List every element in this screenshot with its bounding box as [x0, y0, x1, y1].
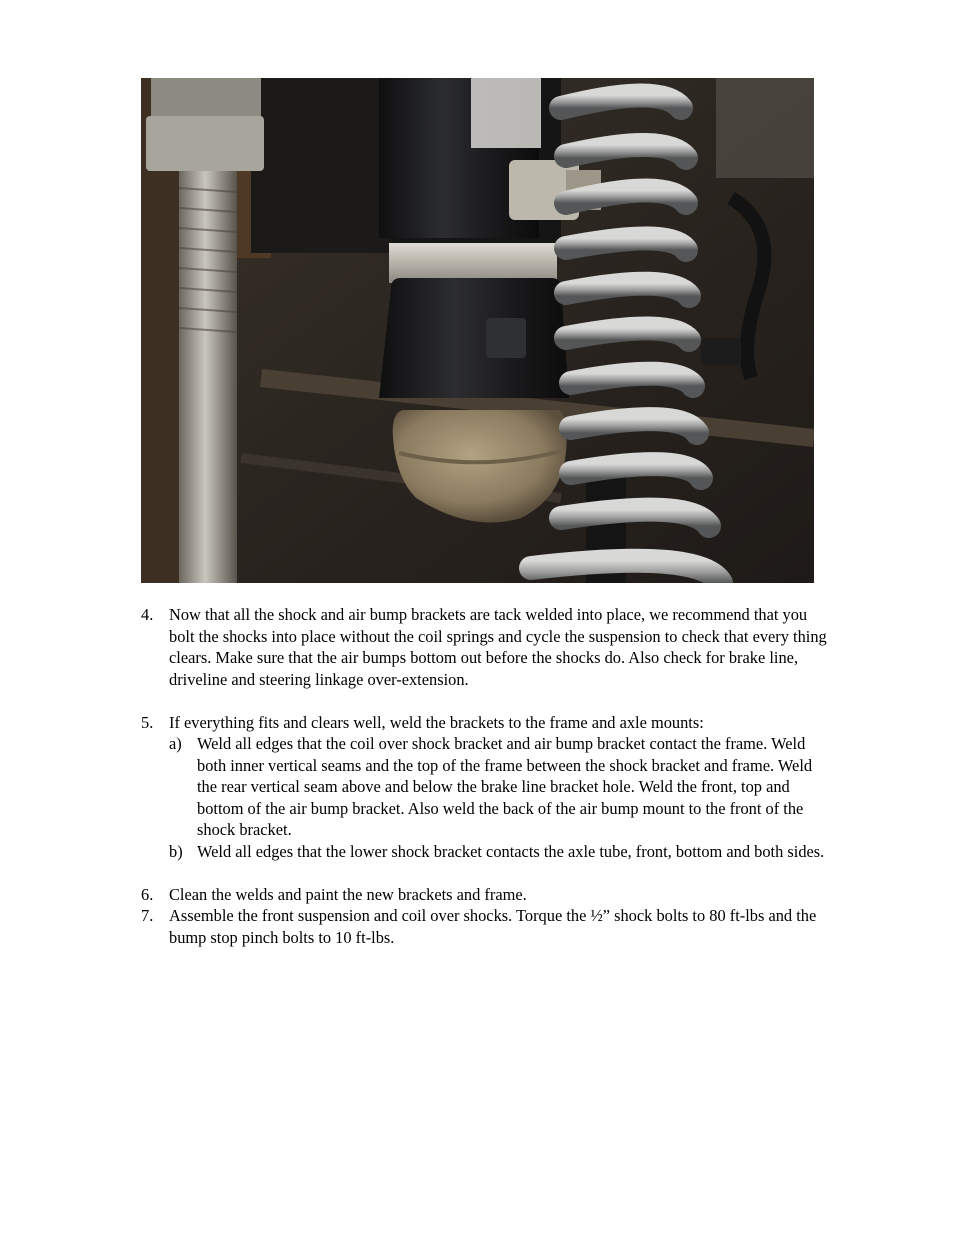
step-7: [141, 905, 831, 948]
step-6: [141, 884, 831, 906]
step-text: Now that all the shock and air bump brackets are tack welded into place, we recommend that you bolt the shocks into place without the coil springs and cycle the suspension to check that every thing clears. Make sure that the air bumps bottom out before the shocks do. Also check for brake line, driveline and steering linkage over-extension.: [169, 605, 827, 689]
step-text: If everything fits and clears well, weld the brackets to the frame and axle mounts:: [169, 712, 704, 732]
step-5: [141, 712, 831, 863]
suspension-photo: [141, 78, 814, 583]
step-text: Assemble the front suspension and coil over shocks. Torque the ½” shock bolts to 80 ft-lbs and the bump stop pinch bolts to 10 ft-lbs.: [169, 906, 817, 947]
instructions: [141, 604, 831, 948]
substep-a: [169, 733, 831, 841]
step-text: Clean the welds and paint the new brackets and frame.: [169, 884, 527, 904]
step-4: [141, 604, 831, 690]
substep-text: Weld all edges that the coil over shock bracket and air bump bracket contact the frame. Weld both inner vertical seams and the top of the frame between the shock bracket and frame. Weld the rear vertical seam above and below the brake line bracket hole. Weld the front, top and bottom of the air bump bracket. Also weld the back of the air bump mount to the front of the shock bracket.: [197, 734, 813, 839]
substep-text: Weld all edges that the lower shock bracket contacts the axle tube, front, bottom and both sides.: [197, 841, 825, 861]
step-number: 5.: [141, 712, 154, 732]
substep-label: a): [169, 734, 182, 753]
step-number: 6.: [141, 884, 154, 904]
step-number: 4.: [141, 605, 154, 624]
substep-b: [169, 841, 831, 863]
substep-label: b): [169, 841, 183, 861]
step-number: 7.: [141, 906, 154, 925]
